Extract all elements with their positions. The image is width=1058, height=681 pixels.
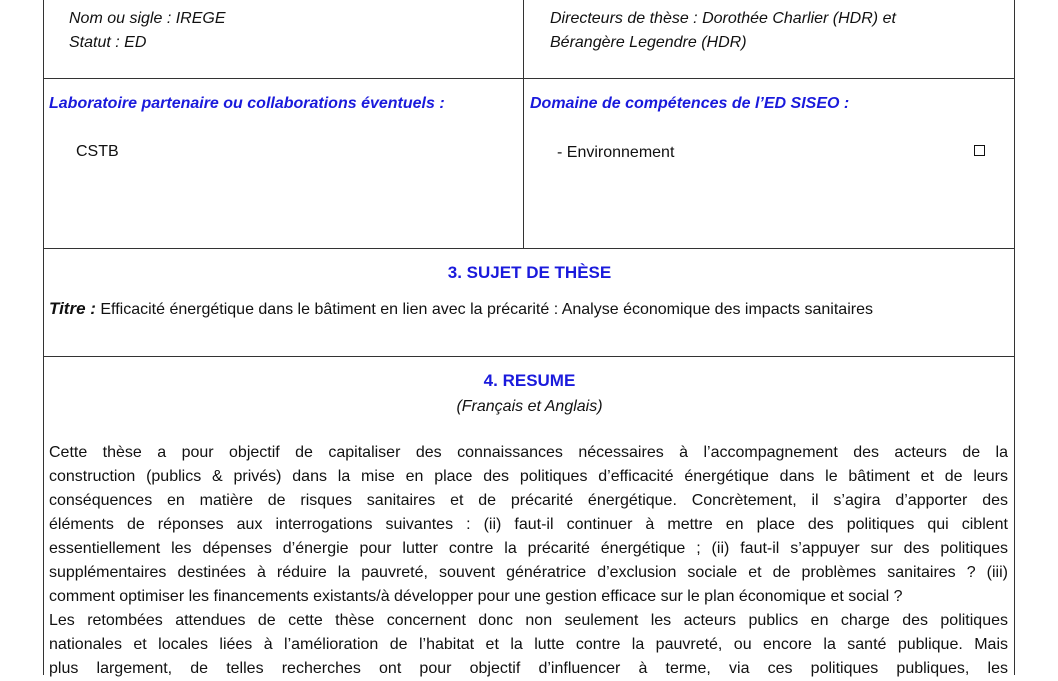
summary-line: Les retombées attendues de cette thèse concernent donc non seulement les acteurs publics en charge des politiques bbox=[49, 612, 1008, 629]
summary-line: éléments de réponses aux interrogations suivantes : (ii) faut-il continuer à mettre en place des politiques qui ciblent bbox=[49, 516, 1008, 533]
summary-section-title: 4. RESUME bbox=[483, 371, 576, 390]
partners-heading: Laboratoire partenaire ou collaborations éventuels : bbox=[49, 95, 445, 112]
table-border-right bbox=[1014, 0, 1015, 675]
directors-line-1: Directeurs de thèse : Dorothée Charlier (HDR) et bbox=[550, 10, 896, 27]
summary-paragraph bbox=[49, 441, 1008, 681]
environnement-checkbox[interactable] bbox=[974, 145, 985, 156]
institution-status: Statut : ED bbox=[69, 34, 147, 51]
institution-name: Nom ou sigle : IREGE bbox=[69, 10, 226, 27]
directors-line-2: Bérangère Legendre (HDR) bbox=[550, 34, 747, 51]
domain-heading: Domaine de compétences de l’ED SISEO : bbox=[530, 95, 850, 112]
partners-value: CSTB bbox=[76, 143, 119, 160]
summary-line: plus largement, de telles recherches ont pour objectif d’influencer à terme, via ces politiques publiques, les bbox=[49, 660, 1008, 677]
subject-section-title: 3. SUJET DE THÈSE bbox=[447, 263, 612, 282]
summary-line: supplémentaires destinées à réduire la pauvreté, souvent génératrice d’exclusion sociale et de problèmes sanitaires ? (iii) bbox=[49, 564, 1008, 581]
table-border-left bbox=[43, 0, 44, 675]
subject-title-label: Titre : bbox=[49, 299, 96, 318]
row-divider-2 bbox=[43, 248, 1015, 249]
summary-line: conséquences en matière de risques sanitaires et de précarité énergétique. Concrètement, il s’agira d’apporter des bbox=[49, 492, 1008, 509]
subject-title-row bbox=[49, 297, 873, 322]
domain-item: - Environnement bbox=[557, 144, 675, 161]
summary-line: nationales et locales liées à l’amélioration de l’habitat et la lutte contre la pauvreté, ou encore la santé publique. Mais bbox=[49, 636, 1008, 653]
row-divider-3 bbox=[43, 356, 1015, 357]
summary-line: essentiellement les dépenses d’énergie pour lutter contre la précarité énergétique ; (ii) faut-il s’appuyer sur des politiques bbox=[49, 540, 1008, 557]
subject-title-value: Efficacité énergétique dans le bâtiment en lien avec la précarité : Analyse économique des impacts sanitaires bbox=[100, 301, 873, 318]
summary-line: comment optimiser les financements existants/à développer pour une gestion efficace sur le plan économique et social ? bbox=[49, 588, 903, 605]
summary-line: construction (publics & privés) dans la mise en place des politiques d’efficacité énergétique dans le bâtiment et de leurs bbox=[49, 468, 1008, 485]
summary-subtitle: (Français et Anglais) bbox=[456, 398, 603, 415]
row-divider-1 bbox=[43, 78, 1015, 79]
column-divider bbox=[523, 0, 524, 249]
summary-line: Cette thèse a pour objectif de capitaliser des connaissances nécessaires à l’accompagnement des acteurs de la bbox=[49, 444, 1008, 461]
